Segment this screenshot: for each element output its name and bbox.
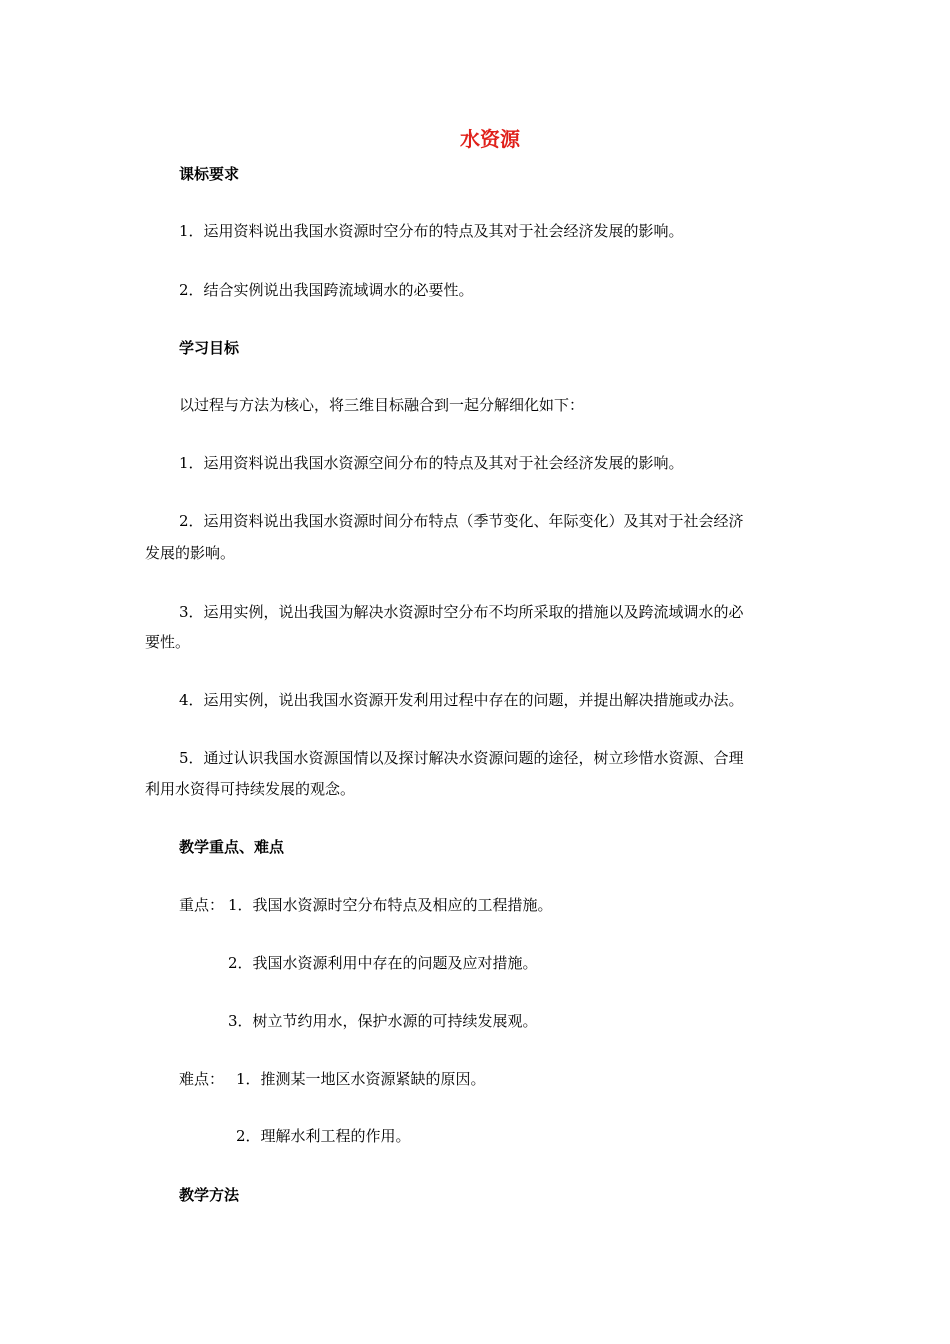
focus-item: 2．我国水资源利用中存在的问题及应对措施。: [228, 954, 538, 972]
focus-label: 重点：: [179, 896, 225, 914]
section-heading-curriculum: 课标要求: [179, 165, 240, 183]
difficulty-item: 1．推测某一地区水资源紧缺的原因。: [236, 1070, 486, 1088]
curriculum-item: 1．运用资料说出我国水资源时空分布的特点及其对于社会经济发展的影响。: [179, 222, 684, 240]
difficulty-label: 难点：: [179, 1070, 225, 1088]
curriculum-item: 2．结合实例说出我国跨流域调水的必要性。: [179, 281, 474, 299]
section-heading-methods: 教学方法: [179, 1186, 240, 1204]
objective-item-2-line-1: 2．运用资料说出我国水资源时间分布特点（季节变化、年际变化）及其对于社会经济: [179, 512, 744, 530]
objective-item-1: 1．运用资料说出我国水资源空间分布的特点及其对于社会经济发展的影响。: [179, 454, 684, 472]
objective-item-5-line-1: 5．通过认识我国水资源国情以及探讨解决水资源问题的途径，树立珍惜水资源、合理: [179, 749, 744, 767]
objective-item-3-line-1: 3．运用实例，说出我国为解决水资源时空分布不均所采取的措施以及跨流域调水的必: [179, 603, 744, 621]
section-heading-objectives: 学习目标: [179, 339, 240, 357]
focus-item: 1．我国水资源时空分布特点及相应的工程措施。: [228, 896, 553, 914]
objective-item-5-line-2: 利用水资得可持续发展的观念。: [145, 780, 356, 798]
section-heading-key-points: 教学重点、难点: [179, 838, 285, 856]
objective-item-4: 4．运用实例，说出我国水资源开发利用过程中存在的问题，并提出解决措施或办法。: [179, 691, 744, 709]
objective-item-3-line-2: 要性。: [145, 633, 191, 651]
focus-item: 3．树立节约用水，保护水源的可持续发展观。: [228, 1012, 538, 1030]
objectives-intro: 以过程与方法为核心，将三维目标融合到一起分解细化如下：: [179, 396, 585, 414]
difficulty-item: 2．理解水利工程的作用。: [236, 1127, 411, 1145]
page-title: 水资源: [460, 127, 520, 151]
objective-item-2-line-2: 发展的影响。: [145, 544, 236, 562]
